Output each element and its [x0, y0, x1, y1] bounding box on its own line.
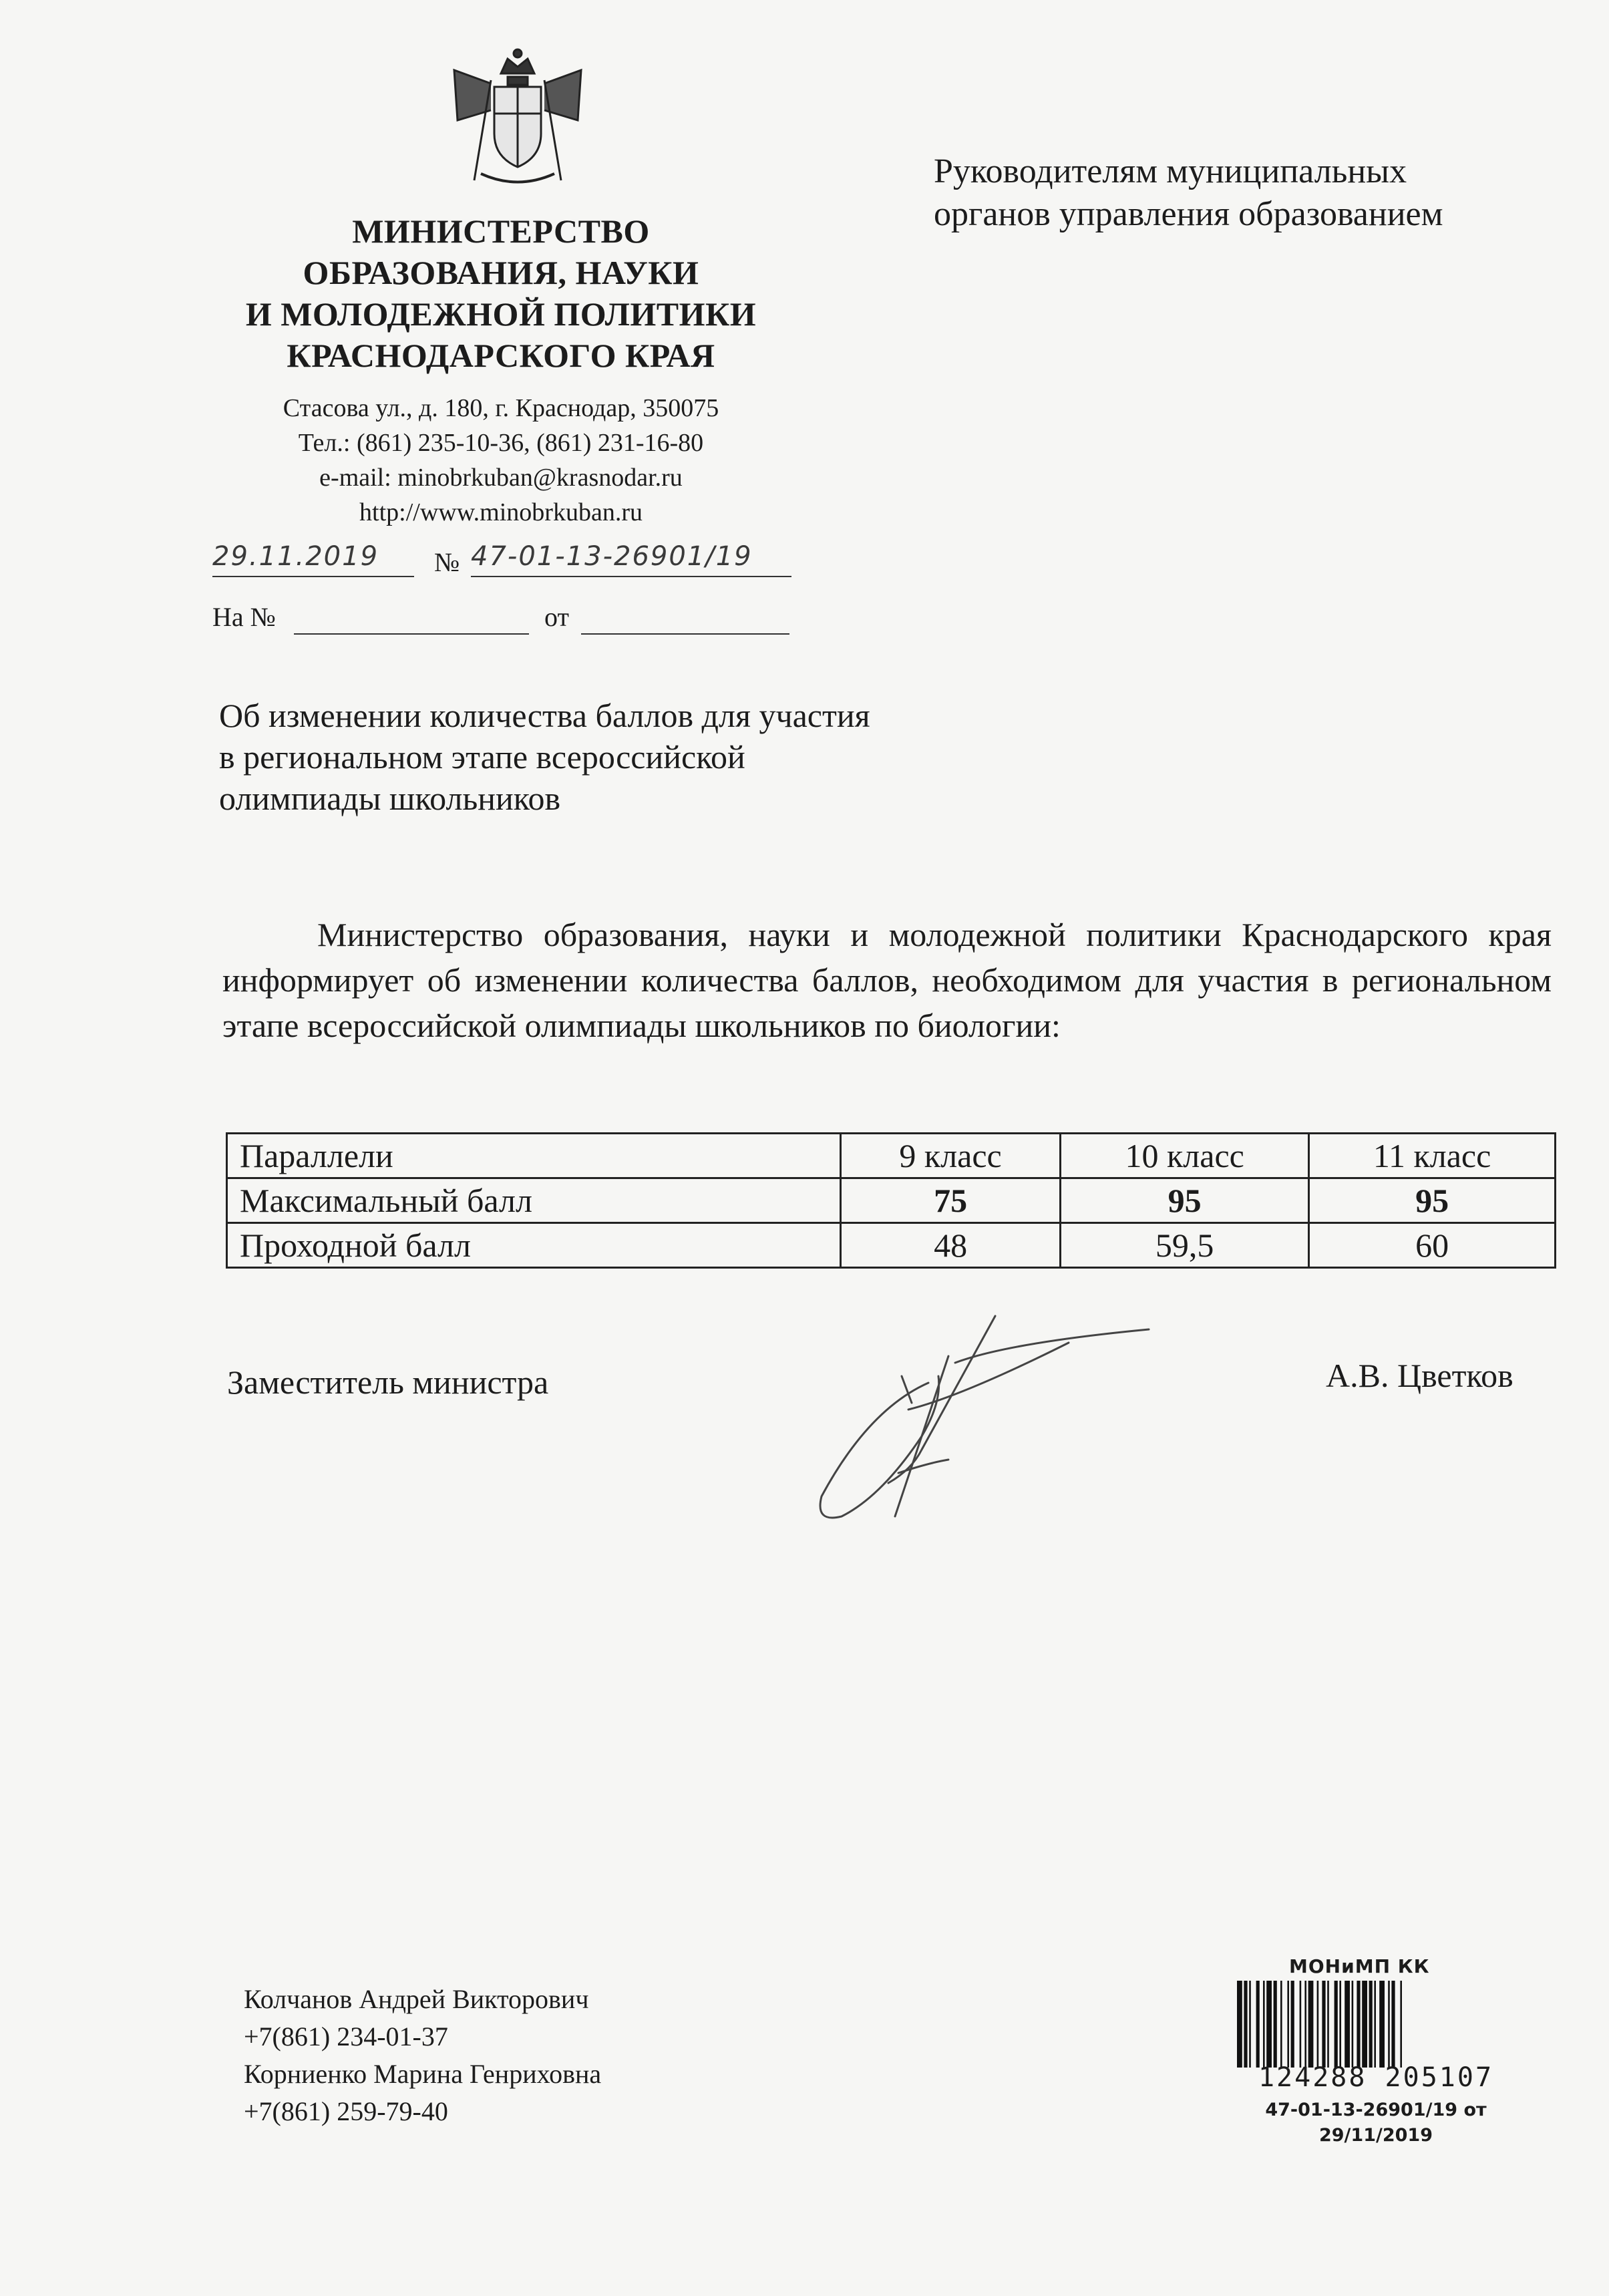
table-cell: 95 [1061, 1178, 1309, 1223]
executor-phone: +7(861) 259-79-40 [244, 2096, 448, 2126]
subject-line: олимпиады школьников [219, 780, 561, 817]
barcode-bar [1244, 1981, 1247, 2068]
ref-number-label: На № [212, 602, 276, 632]
barcode-bar [1266, 1981, 1272, 2068]
subject-block [219, 695, 870, 819]
barcode-bar [1357, 1981, 1360, 2068]
barcode-bar [1322, 1981, 1325, 2068]
date-field [212, 541, 414, 577]
barcode-bar [1339, 1981, 1341, 2068]
ministry-contacts [134, 391, 868, 530]
barcode-bar [1287, 1981, 1289, 2068]
ministry-name [134, 210, 868, 376]
table-cell: Проходной балл [227, 1223, 841, 1268]
table-header-row [227, 1134, 1556, 1178]
barcode-bar [1237, 1981, 1242, 2068]
barcode-bar [1263, 1981, 1265, 2068]
executor-phone: +7(861) 234-01-37 [244, 2021, 448, 2052]
executors-block [244, 1981, 601, 2130]
number-label: № [434, 547, 460, 577]
table-header-cell: 10 класс [1061, 1134, 1309, 1178]
registration-stamp [1189, 1955, 1530, 2161]
table-cell: 59,5 [1061, 1223, 1309, 1268]
barcode-bar [1362, 1981, 1367, 2068]
table-row [227, 1223, 1556, 1268]
barcode-bar [1327, 1981, 1329, 2068]
barcode-bar [1374, 1981, 1376, 2068]
barcode-bar [1345, 1981, 1350, 2068]
signer-position: Заместитель министра [227, 1363, 549, 1401]
signer-name: А.В. Цветков [1326, 1357, 1513, 1394]
table-row [227, 1178, 1556, 1223]
stamp-reg-number: 47-01-13-26901/19 от [1265, 2100, 1487, 2120]
phone: Тел.: (861) 235-10-36, (861) 231-16-80 [298, 429, 704, 457]
number-handwritten: 47-01-13-26901/19 [471, 541, 753, 572]
barcode-bar [1280, 1981, 1282, 2068]
barcode-bar [1256, 1981, 1260, 2068]
barcode-bar [1274, 1981, 1277, 2068]
stamp-header: МОНиМП КК [1289, 1955, 1430, 1977]
table-header-cell: 11 класс [1309, 1134, 1556, 1178]
barcode-bar [1249, 1981, 1251, 2068]
barcode-bar [1391, 1981, 1395, 2068]
barcode-number: 124288 205107 [1258, 2062, 1494, 2093]
table-cell: 48 [841, 1223, 1061, 1268]
table-header-cell: 9 класс [841, 1134, 1061, 1178]
website: http://www.minobrkuban.ru [359, 498, 643, 526]
ref-number-blank [294, 601, 529, 635]
barcode-bar [1379, 1981, 1385, 2068]
scores-table [226, 1132, 1556, 1269]
barcode-bar [1352, 1981, 1354, 2068]
barcode-bar [1291, 1981, 1294, 2068]
barcode [1234, 1981, 1515, 2068]
barcode-bar [1400, 1981, 1402, 2068]
executor-name: Корниенко Марина Генриховна [244, 2059, 602, 2089]
table-cell: 95 [1309, 1178, 1556, 1223]
ref-date-blank [581, 601, 789, 635]
address: Стасова ул., д. 180, г. Краснодар, 350075 [283, 394, 719, 422]
barcode-bar [1308, 1981, 1314, 2068]
coat-of-arms-emblem [434, 47, 601, 194]
recipient-line: органов управления образованием [934, 195, 1443, 233]
ministry-line: КРАСНОДАРСКОГО КРАЯ [287, 337, 715, 374]
recipient-line: Руководителям муниципальных [934, 152, 1407, 190]
ref-from-label: от [544, 602, 569, 632]
table-cell: Максимальный балл [227, 1178, 841, 1223]
subject-line: в региональном этапе всероссийской [219, 738, 745, 776]
barcode-bar [1304, 1981, 1306, 2068]
number-field [471, 541, 791, 577]
ministry-line: И МОЛОДЕЖНОЙ ПОЛИТИКИ [245, 295, 757, 333]
barcode-bar [1300, 1981, 1302, 2068]
barcode-bar [1388, 1981, 1390, 2068]
stamp-registration [1236, 2098, 1516, 2148]
email: e-mail: minobrkuban@krasnodar.ru [319, 464, 683, 492]
handwritten-signature [788, 1296, 1162, 1536]
table-cell: 75 [841, 1178, 1061, 1223]
table-header-cell: Параллели [227, 1134, 841, 1178]
ministry-line: ОБРАЗОВАНИЯ, НАУКИ [303, 254, 699, 291]
subject-line: Об изменении количества баллов для участия [219, 697, 870, 734]
body-paragraph: Министерство образования, науки и молодежной политики Краснодарского края информирует об изменении количества баллов, необходимом для участия в региональном этапе всероссийской олимпиады школьников по биологии: [222, 916, 1552, 1044]
barcode-bar [1317, 1981, 1319, 2068]
recipient-block [934, 150, 1443, 236]
ministry-line: МИНИСТЕРСТВО [352, 212, 650, 250]
barcode-bar [1369, 1981, 1373, 2068]
date-handwritten: 29.11.2019 [212, 541, 379, 572]
stamp-reg-date: 29/11/2019 [1318, 2125, 1433, 2146]
table-cell: 60 [1309, 1223, 1556, 1268]
executor-name: Колчанов Андрей Викторович [244, 1984, 589, 2014]
barcode-bar [1334, 1981, 1338, 2068]
